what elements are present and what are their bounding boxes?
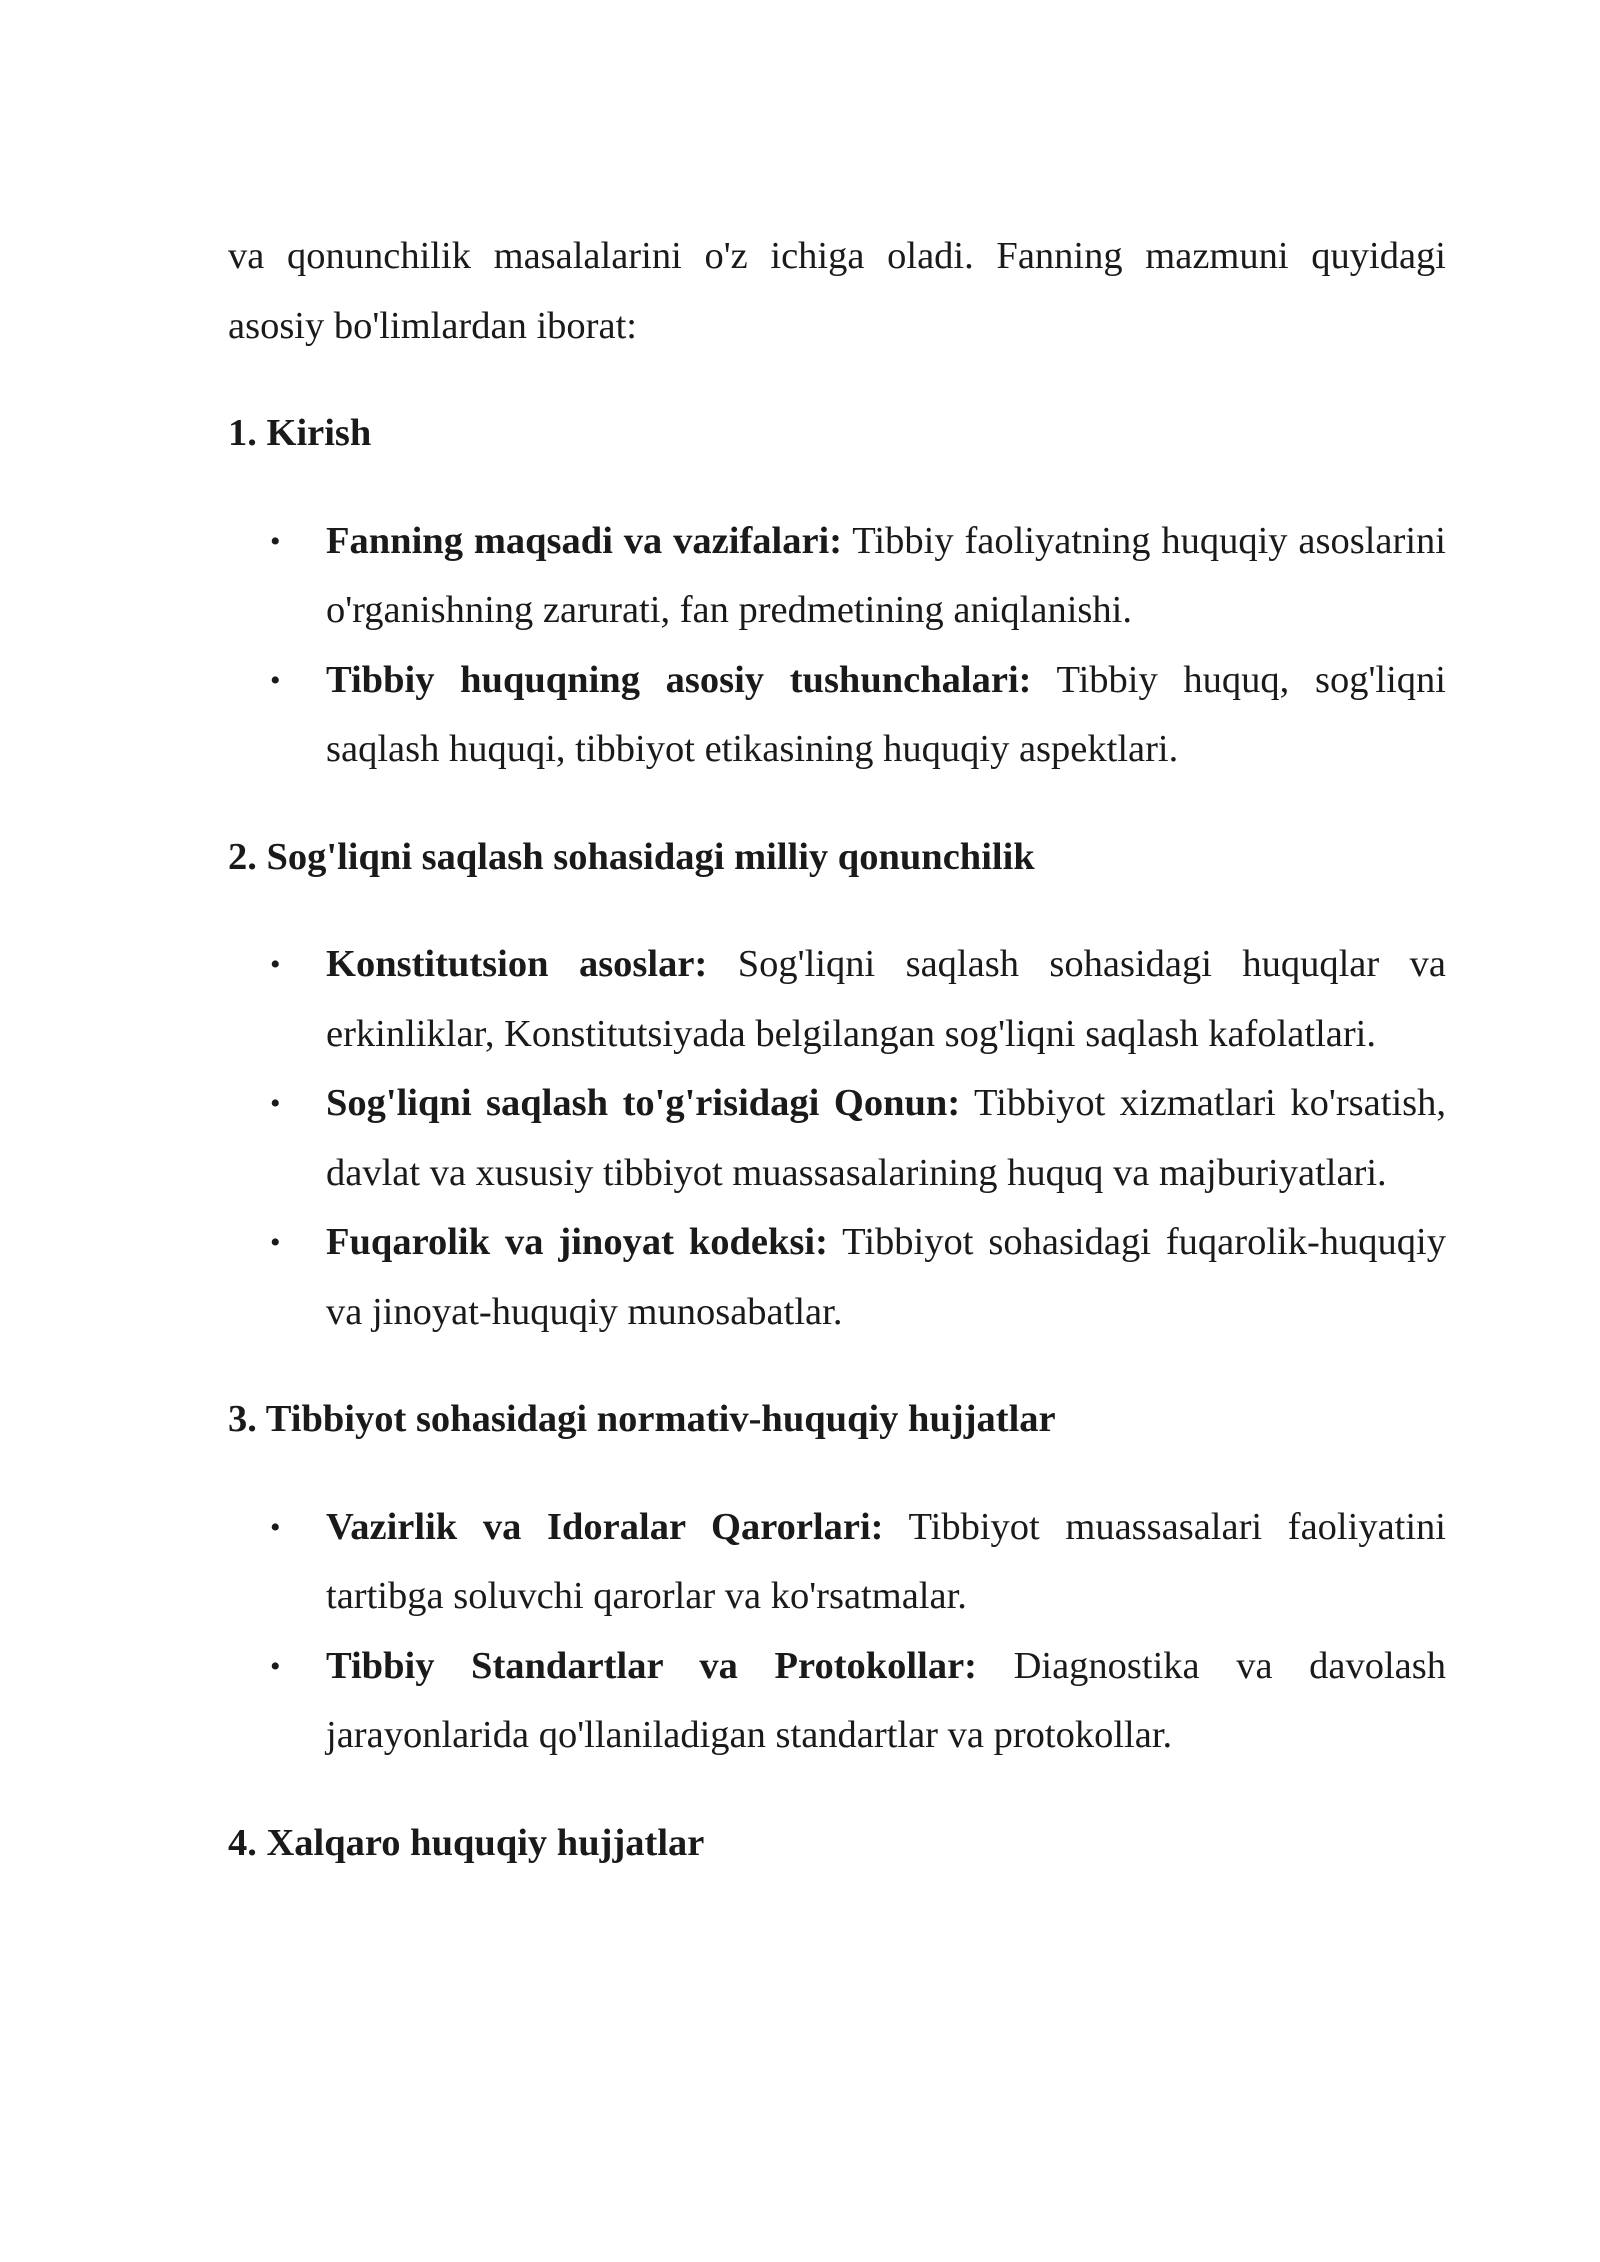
item-term: Fanning maqsadi va vazifalari: bbox=[326, 519, 843, 562]
bullet-icon: • bbox=[270, 524, 281, 558]
bullet-icon: • bbox=[270, 663, 281, 697]
item-text: Tibbiyot sohasidagi fuqarolik-huquqiy va jinoyat-huquqiy munosabatlar. bbox=[326, 1221, 1446, 1333]
item-term: Sog'liqni saqlash to'g'risidagi Qonun: bbox=[326, 1082, 961, 1124]
document-page bbox=[228, 222, 1446, 1878]
item-term: Fuqarolik va jinoyat kodeksi: bbox=[326, 1221, 828, 1263]
list-item bbox=[228, 507, 1446, 646]
item-text: Tibbiy faoliyatning huquqiy asoslarini o'rganishning zarurati, fan predmetining aniqlanishi. bbox=[326, 519, 1446, 631]
item-term: Konstitutsion asoslar: bbox=[326, 943, 708, 985]
list-item bbox=[228, 646, 1446, 785]
list-item bbox=[228, 1208, 1446, 1347]
section-1-list bbox=[228, 507, 1446, 785]
item-term: Vazirlik va Idoralar Qarorlari: bbox=[326, 1505, 884, 1548]
item-text: Tibbiyot xizmatlari ko'rsatish, davlat va xususiy tibbiyot muassasalarining huquq va majburiyatlari. bbox=[326, 1082, 1446, 1194]
item-text: Tibbiy huquq, sog'liqni saqlash huquqi, tibbiyot etikasining huquqiy aspektlari. bbox=[326, 658, 1446, 770]
bullet-icon: • bbox=[270, 948, 281, 981]
section-heading-3: 3. Tibbiyot sohasidagi normativ-huquqiy hujjatlar bbox=[228, 1398, 1056, 1440]
section-heading-2: 2. Sog'liqni saqlash sohasidagi milliy qonunchilik bbox=[228, 835, 1035, 878]
section-3-list bbox=[228, 1493, 1446, 1771]
item-term: Tibbiy huquqning asosiy tushunchalari: bbox=[326, 658, 1032, 701]
item-text: Sog'liqni saqlash sohasidagi huquqlar va erkinliklar, Konstitutsiyada belgilangan sog'liqni saqlash kafolatlari. bbox=[326, 943, 1446, 1055]
item-text: Tibbiyot muassasalari faoliyatini tartibga soluvchi qarorlar va ko'rsatmalar. bbox=[326, 1505, 1446, 1617]
list-item bbox=[228, 1069, 1446, 1208]
list-item bbox=[228, 930, 1446, 1069]
intro-paragraph: va qonunchilik masalalarini o'z ichiga oladi. Fanning mazmuni quyidagi asosiy bo'limlardan iborat: bbox=[228, 235, 1446, 347]
bullet-icon: • bbox=[270, 1510, 281, 1544]
list-item bbox=[228, 1632, 1446, 1771]
bullet-icon: • bbox=[270, 1649, 281, 1683]
item-term: Tibbiy Standartlar va Protokollar: bbox=[326, 1644, 977, 1687]
item-text: Diagnostika va davolash jarayonlarida qo'llaniladigan standartlar va protokollar. bbox=[326, 1644, 1447, 1756]
section-heading-4: 4. Xalqaro huquqiy hujjatlar bbox=[228, 1821, 705, 1864]
section-heading-1: 1. Kirish bbox=[228, 412, 372, 454]
section-2-list bbox=[228, 930, 1446, 1347]
bullet-icon: • bbox=[270, 1226, 281, 1259]
list-item bbox=[228, 1493, 1446, 1632]
bullet-icon: • bbox=[270, 1087, 281, 1120]
